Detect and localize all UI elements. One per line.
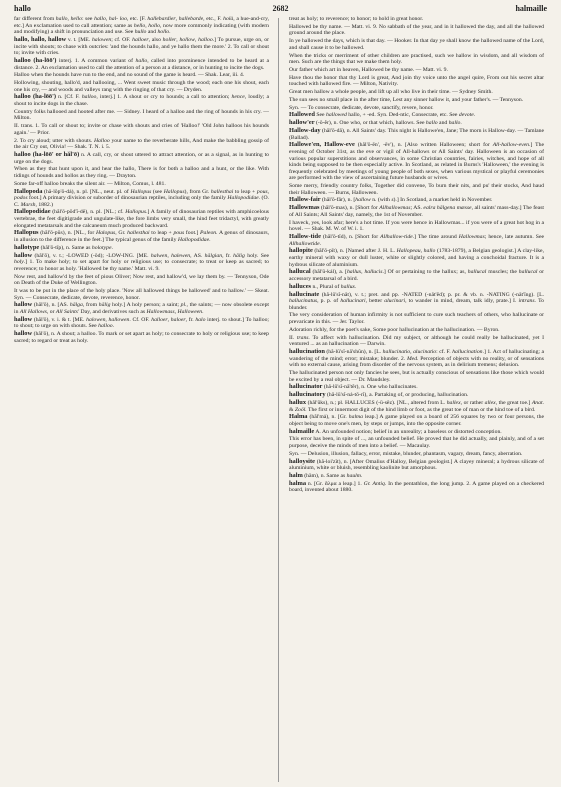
dictionary-entry — [14, 274, 269, 287]
entry-headword: hallucinatory — [289, 391, 326, 399]
entry-definition: The hallucinated person not only fancies he sees, but is actually conscious of sensations like those which would be excited by a real object. — Dr. Maudsley. — [289, 369, 544, 383]
entry-definition: (hăl'ō-tīd), n. [Short for Allhallow-tide.] The time around Hallowmas; hence, late autumn. See Allhallowtide. — [289, 234, 544, 247]
entry-headword: Halma — [289, 413, 308, 421]
entry-definition: (hă-lū'sĭ-nā'shŭn), n. [L. hallucinatio, alucinatio: cf. F. hallucination.] 1. Act of hallucinating; a wandering of the mind; error; mistake; blunder. 2. Med. Perception of objects with no reality, or of sensations with no external cause, arising from disorder of the nervous system, as in delirium tremens; delusion. — [289, 349, 544, 369]
entry-definition: Have thou the honor that thy Lord is great, And join thy voice unto the angel quire, From out his secret altar touched with hallowed fire. — Milton, Nativity. — [289, 74, 544, 88]
dictionary-entry — [14, 230, 269, 243]
entry-definition: (hăl'ō-pīt), n. [Named after J. H. L. Hallopeau, hallo (1783-1879), a Belgian geologist.] A clay-like, earthy mineral with waxy or dull luster, white or slightly colored, and having a conchoidal fracture. It is a hydrous silicate of aluminium. — [289, 248, 544, 268]
entry-definition: Some merry, friendly country folks, Together did convene, To burn their nits, and pu' their stocks, And haud their Halloween. — Burns, Halloween. — [289, 183, 544, 196]
entry-definition: In ye hallowed the days, which is that day. — Hooker. In that day ye shall know the hallowed name of the Lord, and shall cause it to be hallowed. — [289, 38, 544, 51]
dictionary-entry — [289, 269, 544, 282]
entry-definition: (hă-lū'sĭ-nāt), v. t.; pret. and pp. -NATED (-nāt'ĕd); p. pr. & vb. n. -NATING (-nāt'ĭng). [L. hallucinatus, p. p. of hallucinari, better alucinari, to wander in mind, dream, talk idly, prate.] I. intrans. To blunder. — [289, 291, 544, 311]
right-column — [289, 16, 544, 784]
entry-headword: halluces — [289, 282, 312, 290]
entry-definition: See hallowed hallo, + -ed. Syn. Ded-ntic, Consecrate, etc. See devote. — [316, 112, 476, 119]
dictionary-entry — [14, 152, 269, 165]
dictionary-entry — [289, 392, 544, 399]
entry-definition: (hă-lŏp'ō-dȧ), n. pl. [NL., neut. pl. of Hallopus (see Hallopus), from Gr. hallesthai to leap + pous, podos foot.] A primary division or suborder of dinosaurian reptiles, including only the family Hallopodidae. (O. C. Marsh, 1882.) — [14, 188, 269, 208]
dictionary-entry — [289, 38, 544, 51]
dictionary-entry — [289, 142, 544, 182]
entry-headword: hallucal — [289, 268, 311, 276]
dictionary-entry — [289, 220, 544, 233]
dictionary-entry — [289, 436, 544, 449]
entry-definition: treat as holy; to reverence; to honor; to hold in great honor. — [289, 16, 424, 22]
entry-definition: Adoration richly, for the poet's sake, Some poor hallucination at the hallucination. — Byron. — [289, 326, 500, 333]
entry-definition: far different from hallo, hello: see hallo, hal- loo, etc. [F. hallebardier, hallebarde, etc., F. holà, a hue-and-cry, etc.] An exclamation used to call attention; same as hello, hollo, now more commonly indicating (with modern and modifying) a shift in pronunciation and use. See hullo and hollo. — [14, 16, 269, 36]
entry-headword: halloo (ha-lōō') — [14, 93, 57, 101]
entry-definition: n. A call, cry, or shout uttered to attract attention, or as a signal, as in hunting to urge on the dogs. — [14, 151, 269, 165]
dictionary-entry — [14, 209, 269, 229]
dictionary-entry — [289, 112, 544, 119]
dictionary-entry — [14, 16, 269, 36]
entry-definition: (hăl'ō), v. i. & t. [ME. halowen, hallowen. Cf. OF. halloer, haloer, fr. halo interj. to shout.] To halloo; to shout; to urge on with shouts. See halloo. — [14, 316, 269, 330]
dictionary-entry — [289, 197, 544, 204]
entry-definition: The sun sees no small place in the after time, Lest any sinner hallow it, and your father's. — Tennyson. — [289, 96, 524, 103]
dictionary-entry — [289, 183, 544, 196]
dictionary-entry — [14, 37, 269, 57]
dictionary-entry — [289, 105, 544, 112]
entry-definition: Syn. — To consecrate, dedicate, devote, sanctify, revere, honor. — [289, 104, 434, 111]
entry-definition: A. An unfounded notion; belief in an unreality; a baseless or distorted conception. — [315, 428, 502, 435]
entry-definition: When the tricks or merriment of other children are practised, such we hallow in wisdom, and all wisdom of men. Such are the things that we make them holy. — [289, 52, 544, 66]
entry-definition: II. trans. To affect with hallucination. Did my subject, or although he could really be hallucinated, yet I ventured ... as an hallucination — Darwin. — [289, 334, 544, 348]
dictionary-entry — [14, 58, 269, 71]
entry-headword: hallow'er — [289, 119, 315, 127]
dictionary-entry — [289, 24, 544, 37]
entry-definition: 2. To cry aloud; utter with shouts. Halloo your name to the reverberate hills, And make the babbling gossip of the air Cry out, Olivia! — Shak. T. N. i. 5. — [14, 137, 269, 151]
dictionary-entry — [289, 451, 544, 458]
entry-headword: Hallow-day — [289, 126, 321, 134]
dictionary-entry — [14, 109, 269, 122]
entry-definition: The very consideration of human infirmity is not sufficient to cure such teachers of others, who hallucinate or prevaricate in this. — Jer. Taylor. — [289, 312, 544, 326]
dictionary-entry — [289, 97, 544, 104]
guide-word-right: halmaille — [515, 4, 547, 13]
left-column — [14, 16, 269, 784]
dictionary-entry — [289, 429, 544, 436]
dictionary-entry — [14, 72, 269, 79]
entry-definition: n., Plural of hallux. — [312, 283, 357, 290]
entry-headword: halloo (ha-lōō') — [14, 56, 57, 64]
dictionary-entry — [14, 138, 269, 151]
entry-headword: hallucinator — [289, 383, 323, 391]
entry-headword: hallopite — [289, 247, 313, 255]
guide-word-left: hallo — [14, 4, 31, 13]
dictionary-entry — [289, 481, 544, 494]
entry-definition: This error has been, in spite of ..., an unfounded belief. He proved that he did actually, and plainly, and of a set purpose, deceive the minds of men into a belief. — Macaulay. — [289, 436, 544, 450]
dictionary-entry — [14, 166, 269, 179]
dictionary-entry — [289, 128, 544, 141]
entry-definition: (hă-lū'sĭ-nā'tẽr), n. One who hallucinates. — [323, 384, 418, 391]
dictionary-entry — [14, 123, 269, 136]
entry-definition: (hă-lū'sĭ-nȧ-tō-rĭ), a. Partaking of, or producing, hallucination. — [327, 392, 469, 399]
dictionary-entry — [289, 284, 544, 291]
entry-headword: Hallopus — [14, 229, 39, 237]
entry-definition: (hăl'ō-mas), n. [Short for Allhallowmas; AS. ealra hālgena mæsse, all saints' mass-day.] The feast of All Saints; All Saints' day, namely, the 1st of November. — [289, 205, 544, 218]
entry-definition: When as they that hunt upon it, and hear the hallo, There is for both a halloo and a hunt, or the like. With tidings of hounds and hollos as they ring. — Drayton. — [14, 166, 269, 179]
entry-definition: It was to be put in the place of the holy place. 'Now all hallowed things be hallowed' and to hallow.' — Skeat. Syn. — Consecrate, dedicate, devote, reverence, honor. — [14, 287, 269, 301]
dictionary-entry — [289, 370, 544, 383]
entry-headword: halloysite — [289, 457, 315, 465]
entry-headword: halma — [289, 479, 307, 487]
dictionary-entry — [289, 89, 544, 96]
dictionary-entry — [289, 248, 544, 268]
dictionary-entry — [289, 120, 544, 127]
entry-headword: hallow — [14, 330, 33, 338]
entry-definition: (hăl'ō-fâr), n. [hallow n. (with s).] In Scotland, a market held in November. — [322, 197, 493, 204]
entry-definition: Our father which art in heaven, Hallowed be thy name. — Matt. vi. 9. — [289, 66, 448, 73]
entry-definition: II. trans. 1. To call or shout to; invite or chase with shouts and cries of 'Halloo!' 'Old John halloos his hounds again.' — Prior. — [14, 123, 269, 136]
entry-definition: (-ō-ẽr), n. One who, or that which, hallows. See hallo and hallo. — [315, 120, 462, 127]
dictionary-entry — [289, 53, 544, 66]
entry-definition: Syn. — Delusion, illusion, fallacy, error, mistake, blunder, phantasm, vagary, dream, fancy, aberration. — [289, 450, 523, 457]
entry-definition: (hăl'ō), v. t.; -LOWED (-ōd); -LOW-ING. [ME. halwen, halewen, AS. hālgian, fr. hālig holy. See holy.] 1. To make holy; to set apart for holy or religious use; to consecrate; to treat or keep as sacred; to reverence; to honor as holy. 'Hallowed be thy name.' Matt. vi. 9. — [14, 252, 269, 272]
entry-headword: hallucinate — [289, 290, 320, 298]
entry-headword: halmaille — [289, 427, 315, 435]
dictionary-entry — [289, 205, 544, 218]
entry-definition: (hăl'ō-ēn', -ēv'), n. [Also written Halloween; short for All-hallow-even.] The evening of October 31st, as the eve or vigil of All-hallows or All Saints' day. Halloween is an occasion of various popular superstitions and observances, in some Christian countries, fairies, witches, and hope of all kinds being supposed to be then especially active. In Scotland, as related in Burns's 'Halloween,' the evening is frequently celebrated by meetings of young people of both sexes, when various mystical or playful ceremonies are performed with the view of ascertaining future husbands or wives. — [289, 142, 544, 182]
entry-definition: n. [Gr. ἅλμα a leap.] 1. Gr. Antiq. In the pentathlon, the long jump. 2. A game played on a checkered board, invented about 1880. — [289, 480, 544, 494]
entry-definition: v. t. [ME. halowen; cf. OF. halloer, also holler, hollow, halloo.] To pursue, urge on, or incite with shouts; to chase with outcries: 'and the hounds hallo, and ye hallo them the more.' 2. To call or shout to; invite with cries. — [14, 36, 269, 57]
entry-headword: Hallow-tide — [289, 233, 321, 240]
dictionary-entry — [289, 75, 544, 88]
dictionary-entry — [14, 245, 269, 252]
entry-headword: Hallow-fair — [289, 196, 321, 204]
entry-definition: (hăl'mȧ), n. [Gr. halma leap.] A game played on a board of 256 squares by two or four persons, the object being to move one's men, by steps or jumps, into the opposite corner. — [289, 414, 544, 427]
dictionary-entry — [14, 181, 269, 188]
entry-headword: hallo, hallo, hallow — [14, 35, 67, 43]
entry-headword: hallow — [14, 251, 33, 259]
running-header — [14, 4, 547, 16]
entry-headword: halloo (ha-lōō' or hăl'ō) — [14, 150, 80, 158]
entry-definition: (hăl'ō-pŭs), n. [NL., for Halopus, Gr. hallesthai to leap + pous foot.] Paleon. A genus of dinosaurs, in allusion to the difference in the feet.] The typical genus of the family Hallopodidae. — [14, 230, 269, 244]
dictionary-entry — [14, 302, 269, 315]
dictionary-entry — [289, 234, 544, 247]
dictionary-entry — [289, 459, 544, 472]
entry-headword: hallow — [14, 315, 33, 323]
entry-definition: interj. 1. A common variant of hallo, called into prominence intended to be heard at a distance. 2. An exclamation used to call the attention of a person at a distance, or in hunting to incite the dogs. — [14, 57, 269, 71]
dictionary-entry — [289, 400, 544, 413]
dictionary-entry — [14, 253, 269, 273]
dictionary-entry — [289, 16, 544, 23]
dictionary-entry — [289, 384, 544, 391]
entry-definition: (hă-loi'zīt), n. [After Omalius d'Halloy, Belgian geologist.] A clayey mineral; a hydrous silicate of aluminium, white or bluish, resembling kaolinite but amorphous. — [289, 458, 544, 472]
entry-headword: Hallopoda — [14, 187, 43, 195]
entry-headword: hallow — [14, 301, 33, 309]
entry-headword: halm — [289, 471, 303, 479]
dictionary-entry — [289, 335, 544, 348]
dictionary-entry — [289, 349, 544, 369]
dictionary-entry — [289, 67, 544, 74]
dictionary-entry — [289, 327, 544, 334]
entry-definition: Country folks hallooed and hooted after me. — Sidney. I heard of a halloo and the ring of hounds in his cry. — Milton. — [14, 108, 269, 122]
dictionary-entry — [14, 288, 269, 301]
entry-definition: (hăl'ŭks), n.; pl. HALLUCES (-ū-sēz). [NL., altered from L. hallex, or rather allex, the great toe.] Anat. & Zoöl. The first or innermost digit of the hind limb or foot, as the great toe of man or the hind toe of a bird. — [289, 399, 544, 413]
entry-definition: Hallowed be thy name. — Matt. vi. 9. No sabbath of the year, and in it hallowed the day, and all the hallowed ground around the place. — [289, 23, 544, 37]
entry-headword: hallotype — [14, 243, 40, 251]
dictionary-entry — [14, 317, 269, 330]
entry-definition: (hăl'ō-tīp), n. Same as holotype. — [40, 244, 113, 251]
entry-definition: Hollowing, shouting, hallo'd, and hallooing, ... Went sweet music through the wood; each one his shout, each one his cry, — and woods and valleys rang with the ringing of that cry. — Dryden. — [14, 80, 269, 93]
entry-definition: (hăl'ō), n. A shout; a halloo. To mark or set apart as holy; to consecrate to holy or religious use; to keep sacred; to regard or treat as holy. — [14, 331, 269, 344]
entry-definition: (hăl'ō), n. [AS. hālga, from hālig holy.] A holy person; a saint; pl., the saints; — now obsolete except in All Hallows, or All Saints' Day, and derivatives such as Hallowmass, Halloween. — [14, 302, 269, 315]
entry-definition: (hăl'ō-pŏd'ĭ-dē), n. pl. [NL.; cf. Hallopus.] A family of dinosaurian reptiles with amphicoelous vertebrae, the feet digitigrade and ungulate-like, the fore limbs very small, the hind feet tridactyl, with greatly elongated metatarsals and the calcaneum much produced backward. — [14, 209, 269, 229]
entry-headword: hallux — [289, 398, 307, 406]
dictionary-entry — [289, 473, 544, 480]
entry-headword: Hallopodidae — [14, 208, 51, 216]
dictionary-entry — [14, 189, 269, 209]
column-divider — [278, 18, 279, 782]
dictionary-entry — [289, 414, 544, 427]
entry-definition: (hăl'ō-dā), n. All Saints' day. This night is Hallowe'en, Jane; The morn is Hallow-day. — Tamlane (Ballad). — [289, 127, 544, 141]
page-number: 2682 — [272, 4, 289, 13]
entry-headword: hallucination — [289, 348, 325, 355]
entry-definition: Some far-off halloo breaks the silent air. — Milton, Comus, l. 481. — [14, 180, 166, 187]
dictionary-entry — [289, 312, 544, 325]
dictionary-entry — [14, 80, 269, 93]
entry-definition: Great men hallow a whole people, and lift up all who live in their time. — Sydney Smith. — [289, 89, 493, 96]
dictionary-entry — [14, 94, 269, 107]
entry-headword: Hallowed — [289, 111, 315, 119]
entry-definition: Now rest, and hallow'd by the feet of pious Oliver; Now rest, and hallow'd, we lay them by. — Tennyson, Ode on Death of the Duke of Wellington. — [14, 273, 269, 287]
entry-definition: I haveck, yes, look afar; here's a hot time. If you were hence in Hallowmas... if you were of a great hot hog in a hovel. — Shak. M. W. of W. i. 1. — [289, 219, 544, 233]
entry-headword: Hallowe'en, Hallow-eve — [289, 141, 355, 149]
entry-headword: Hallowmas — [289, 204, 320, 212]
entry-definition: Halloo when the hounds have run to the end, and no sound of the game is heard. — Shak. Lear, iii. 4. — [14, 72, 245, 79]
dictionary-entry — [289, 292, 544, 312]
entry-definition: (hăl'ū-kȧl), a. [hallux, hallucis.] Of or pertaining to the hallux; as, hallucal muscles; the hallucal or accessory metatarsal of a bird. — [289, 269, 544, 282]
entry-definition: (häm), n. Same as haulm. — [304, 472, 363, 479]
dictionary-entry — [14, 331, 269, 344]
entry-definition: n. [Cf. F. halloo, interj.] 1. A shout or cry to hounds; a call to attention; hence, loudly; a shout to incite dogs in the chase. — [14, 94, 269, 108]
